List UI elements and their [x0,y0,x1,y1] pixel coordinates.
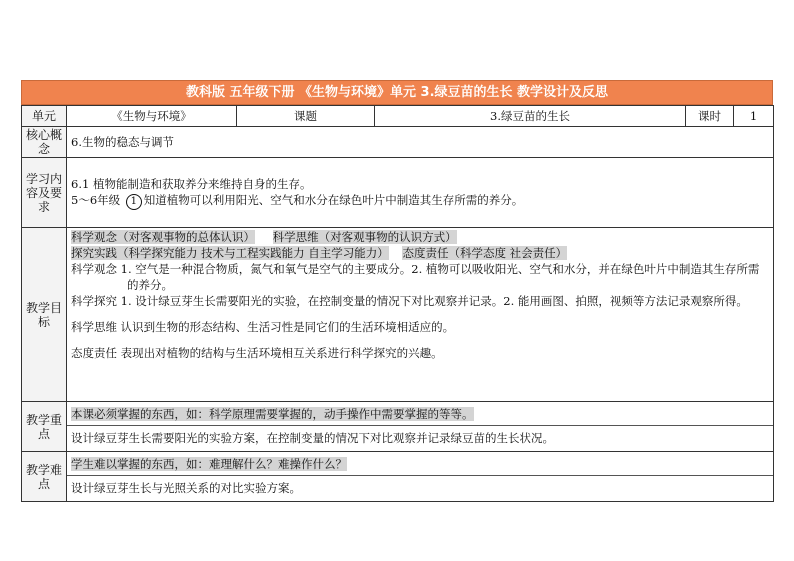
legend-concept: 科学观念（对客观事物的总体认识） [71,230,255,244]
key-points-value: 设计绿豆芽生长需要阳光的实验方案，在控制变量的情况下对比观察并记录绿豆苗的生长状况。 [71,431,554,445]
difficulties-label: 教学难点 [22,452,67,502]
learning-content-line1: 6.1 植物能制造和获取养分来维持自身的生存。 [71,176,312,191]
lesson-plan-document [21,80,773,502]
difficulties-value: 设计绿豆芽生长与光照关系的对比实验方案。 [71,481,301,495]
goals-legend-line1 [71,229,769,245]
key-points-label: 教学重点 [22,402,67,452]
learning-content-cell [67,158,774,228]
difficulties-cell [67,452,774,502]
goal-concept: 科学观念 1. 空气是一种混合物质，氮气和氧气是空气的主要成分。2. 植物可以吸收阳光、空气和水分，并在绿色叶片中制造其生存所需的养分。 [71,262,760,292]
info-row [22,106,774,127]
topic-value: 3.绿豆苗的生长 [375,106,686,127]
goal-thinking: 科学思维 认识到生物的形态结构、生活习性是同它们的生活环境相适应的。 [71,320,455,334]
document-title: 教科版 五年级下册 《生物与环境》单元 3.绿豆苗的生长 教学设计及反思 [21,80,773,105]
key-points-inner [67,403,773,450]
teaching-goals-cell [67,228,774,402]
unit-value: 《生物与环境》 [67,106,237,127]
teaching-goals-row [22,228,774,402]
legend-thinking: 科学思维（对客观事物的认识方式） [272,230,457,244]
difficulties-row [22,452,774,502]
period-value: 1 [734,106,774,127]
learning-content-label: 学习内容及要求 [22,158,67,228]
key-points-row [22,402,774,452]
learning-content-row [22,158,774,228]
learning-requirement-text: 知道植物可以利用阳光、空气和水分在绿色叶片中制造其生存所需的养分。 [143,192,524,207]
key-points-hint: 本课必须掌握的东西，如：科学原理需要掌握的，动手操作中需要掌握的等等。 [71,407,474,421]
topic-label: 课题 [237,106,375,127]
goal-attitude: 态度责任 表现出对植物的结构与生活环境相互关系进行科学探究的兴趣。 [71,346,443,360]
lesson-plan-table [21,105,774,502]
spacer [71,309,769,319]
goals-legend-line2 [71,245,769,261]
learning-content-line2 [71,192,769,210]
goal-inquiry: 科学探究 1. 设计绿豆芽生长需要阳光的实验，在控制变量的情况下对比观察并记录。2. 能用画图、拍照，视频等方法记录观察所得。 [71,294,748,308]
legend-inquiry: 探究实践（科学探究能力 技术与工程实践能力 自主学习能力） [71,246,389,260]
difficulties-inner [67,453,773,500]
difficulties-hint: 学生难以掌握的东西，如：难理解什么？难操作什么？ [71,457,347,471]
unit-label: 单元 [22,106,67,127]
key-points-cell [67,402,774,452]
core-concept-value: 6.生物的稳态与调节 [67,127,774,158]
teaching-goals-label: 教学目标 [22,228,67,402]
core-concept-row [22,127,774,158]
grade-range: 5～6年级 [71,192,121,207]
item-number-marker: 1 [126,194,142,210]
legend-attitude: 态度责任（科学态度 社会责任） [402,246,568,260]
period-label: 课时 [686,106,734,127]
core-concept-label: 核心概念 [22,127,67,158]
spacer [71,335,769,345]
